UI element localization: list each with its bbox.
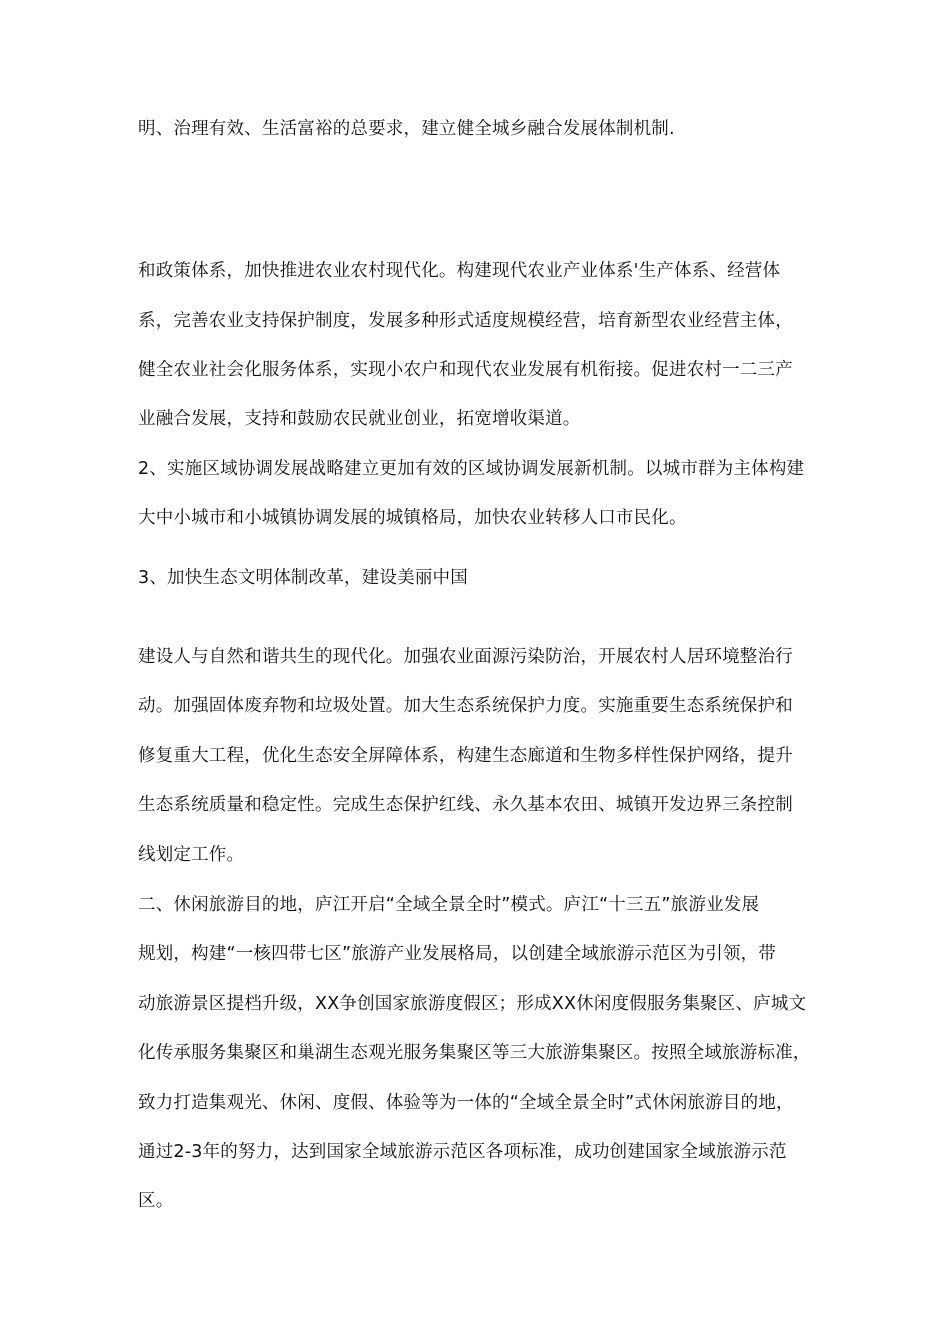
text-line: 致力打造集观光、休闲、度假、体验等为一体的“全域全景全时”式休闲旅游目的地， xyxy=(138,1093,794,1113)
text-line: 生态系统质量和稳定性。完成生态保护红线、永久基本农田、城镇开发边界三条控制 xyxy=(138,795,793,815)
text-line: 大中小城市和小城镇协调发展的城镇格局，加快农业转移人口市民化。 xyxy=(138,508,687,528)
text-line: 2、实施区域协调发展战略建立更加有效的区域协调发展新机制。以城市群为主体构建 xyxy=(138,459,805,479)
text-line: 动旅游景区提档升级，XX争创国家旅游度假区；形成XX休闲度假服务集聚区、庐城文 xyxy=(138,994,807,1014)
text-line: 明、治理有效、生活富裕的总要求，建立健全城乡融合发展体制机制. xyxy=(138,119,675,139)
text-line: 通过2-3年的努力，达到国家全域旅游示范区各项标准，成功创建国家全域旅游示范 xyxy=(138,1142,787,1162)
text-line: 健全农业社会化服务体系，实现小农户和现代农业发展有机衔接。促进农村一二三产 xyxy=(138,360,793,380)
text-line: 区。 xyxy=(138,1191,174,1211)
text-line: 和政策体系，加快推进农业农村现代化。构建现代农业产业体系'生产体系、经营体 xyxy=(138,261,781,281)
text-line: 化传承服务集聚区和巢湖生态观光服务集聚区等三大旅游集聚区。按照全域旅游标准， xyxy=(138,1043,811,1063)
text-line: 建设人与自然和谐共生的现代化。加强农业面源污染防治，开展农村人居环境整治行 xyxy=(138,647,793,667)
text-line: 动。加强固体废弃物和垃圾处置。加大生态系统保护力度。实施重要生态系统保护和 xyxy=(138,696,793,716)
text-line: 系，完善农业支持保护制度，发展多种形式适度规模经营，培育新型农业经营主体， xyxy=(138,311,793,331)
text-line: 业融合发展，支持和鼓励农民就业创业，拓宽增收渠道。 xyxy=(138,409,581,429)
text-line: 二、休闲旅游目的地，庐江开启“全域全景全时”模式。庐江“十三五”旅游业发展 xyxy=(138,895,760,915)
text-line: 线划定工作。 xyxy=(138,845,245,865)
text-line: 规划，构建“一核四带七区”旅游产业发展格局，以创建全域旅游示范区为引领，带 xyxy=(138,944,777,964)
section-heading: 3、加快生态文明体制改革，建设美丽中国 xyxy=(138,568,468,588)
text-line: 修复重大工程，优化生态安全屏障体系，构建生态廊道和生物多样性保护网络，提升 xyxy=(138,746,793,766)
